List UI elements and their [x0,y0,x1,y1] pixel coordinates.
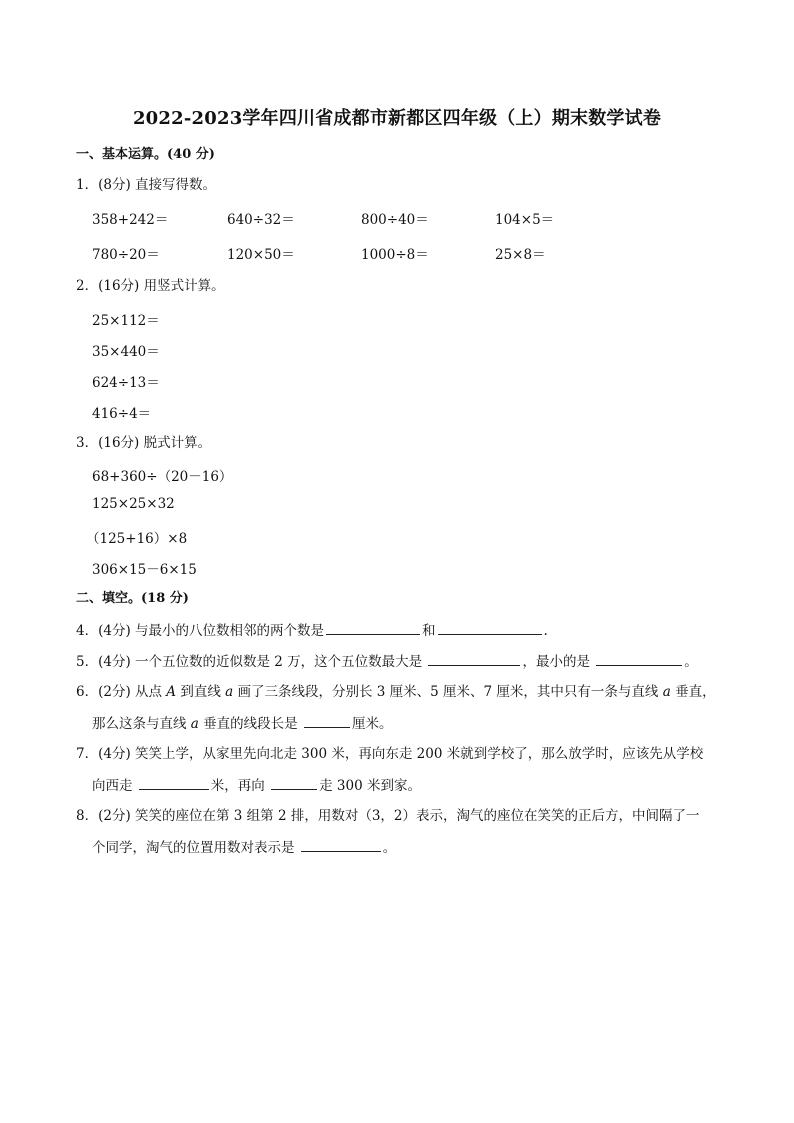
q2-item: 25×112＝ [92,313,160,329]
q2-item: 35×440＝ [92,344,160,360]
answer-blank[interactable] [271,776,317,790]
q3-item: 125×25×32 [92,496,175,512]
q1-item: 25×8＝ [495,247,546,263]
question-2-heading: 2．(16分) 用竖式计算。 [76,278,225,294]
question-5: 5．(4分) 一个五位数的近似数是 2 万，这个五位数最大是 ，最小的是 。 [76,654,698,670]
answer-blank[interactable] [596,652,682,666]
q1-item: 1000÷8＝ [361,247,429,263]
question-8-continued: 个同学，淘气的位置用数对表示是 。 [92,840,397,856]
question-8: 8．(2分) 笑笑的座位在第 3 组第 2 排，用数对（3，2）表示，淘气的座位在笑笑的正后方，中间隔了一 [76,808,700,824]
q1-item: 104×5＝ [495,212,555,228]
q3-item: 68+360÷（20－16） [92,469,233,485]
answer-blank[interactable] [139,776,209,790]
question-4: 4．(4分) 与最小的八位数相邻的两个数是 和 . [76,623,548,639]
answer-blank[interactable] [326,621,420,635]
question-7-continued: 向西走 米，再向 走 300 米到家。 [92,778,421,794]
q2-item: 416÷4＝ [92,406,152,422]
question-6-continued: 那么这条与直线 a 垂直的线段长是 厘米。 [92,716,393,732]
question-1-heading: 1．(8分) 直接写得数。 [76,177,217,193]
q1-item: 640÷32＝ [227,212,295,228]
section-heading-fill: 二、填空。(18 分) [76,591,189,606]
question-7: 7．(4分) 笑笑上学，从家里先向北走 300 米，再向东走 200 米就到学校了，那么放学时，应该先从学校 [76,746,704,762]
page-title: 2022-2023学年四川省成都市新都区四年级（上）期末数学试卷 [132,108,662,129]
question-3-heading: 3．(16分) 脱式计算。 [76,435,212,451]
q3-item: 306×15－6×15 [92,562,197,578]
q3-item: （125+16）×8 [86,531,188,547]
q1-item: 800÷40＝ [361,212,429,228]
answer-blank[interactable] [301,838,381,852]
answer-blank[interactable] [304,714,350,728]
question-6: 6．(2分) 从点 A 到直线 a 画了三条线段，分别长 3 厘米、5 厘米、7 厘米，其中只有一条与直线 a 垂直， [76,684,716,700]
section-heading-basic: 一、基本运算。(40 分) [76,147,215,162]
q1-item: 358+242＝ [92,212,169,228]
q2-item: 624÷13＝ [92,375,160,391]
q1-item: 120×50＝ [227,247,295,263]
answer-blank[interactable] [438,621,542,635]
answer-blank[interactable] [428,652,520,666]
q1-item: 780÷20＝ [92,247,160,263]
